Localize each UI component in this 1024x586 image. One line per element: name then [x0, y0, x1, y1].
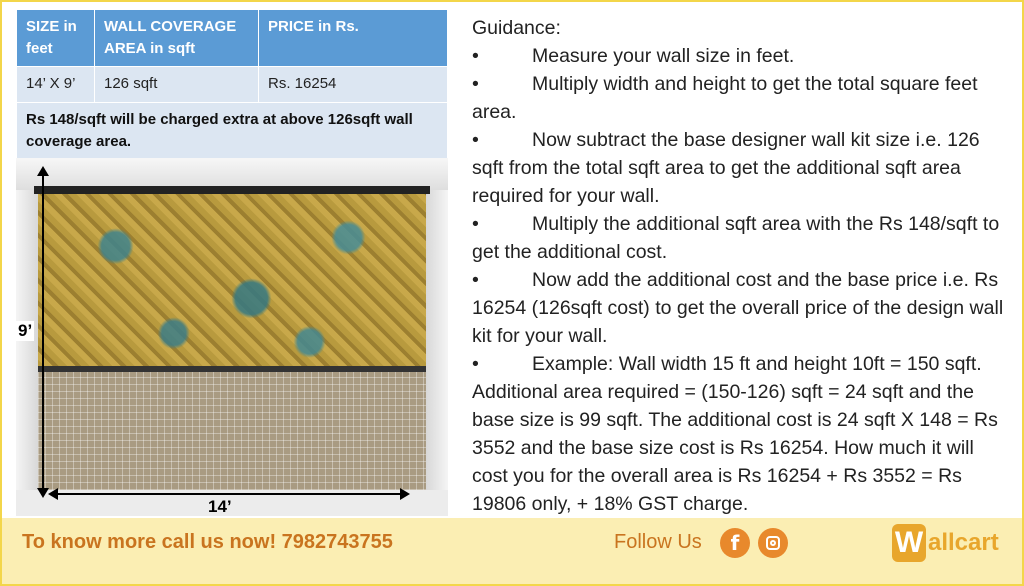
header-price: PRICE in Rs. — [259, 10, 448, 67]
cell-coverage: 126 sqft — [95, 67, 259, 103]
instagram-lens — [770, 540, 776, 546]
facebook-icon[interactable]: f — [720, 528, 750, 558]
designer-wallpaper — [38, 194, 426, 368]
bullet: • — [472, 213, 479, 235]
call-to-action[interactable]: To know more call us now! 7982743755 — [22, 531, 393, 553]
guidance-item-text: Measure your wall size in feet. — [532, 45, 795, 67]
cell-size: 14’ X 9’ — [17, 67, 95, 103]
guidance-item-text: Multiply the additional sqft area with the Rs 148/sqft to get the additional cost. — [472, 213, 1000, 263]
guidance-item — [472, 210, 1008, 266]
instagram-icon[interactable] — [758, 528, 788, 558]
guidance-section — [472, 14, 1008, 518]
guidance-item-text: Multiply width and height to get the total square feet area. — [472, 73, 978, 123]
logo-wordmark: allcart — [928, 529, 999, 556]
arrow-left-icon — [48, 488, 58, 500]
arrow-right-icon — [400, 488, 410, 500]
wall-illustration — [16, 158, 448, 516]
mosaic-tiles — [38, 372, 426, 490]
guidance-item — [472, 70, 1008, 126]
arrow-up-icon — [37, 166, 49, 176]
bullet: • — [472, 129, 479, 151]
follow-us-label: Follow Us — [614, 531, 702, 553]
table-row — [17, 67, 448, 103]
guidance-item-text: Example: Wall width 15 ft and height 10ft = 150 sqft. Additional area required = (150-126) sqft = 24 sqft and the base size is 99 sqft. The additional cost is 24 sqft X 148 = Rs 3552 and the base size cost is Rs 16254. How much it will cost you for the overall area is Rs 16254 + Rs 3552 = Rs 19806 only, + 18% GST charge. — [472, 353, 998, 515]
header-coverage: WALL COVERAGE AREA in sqft — [95, 10, 259, 67]
guidance-item — [472, 126, 1008, 210]
bullet: • — [472, 353, 479, 375]
table-note-row — [17, 103, 448, 160]
guidance-title: Guidance: — [472, 17, 561, 39]
bullet: • — [472, 45, 479, 67]
extra-charge-note: Rs 148/sqft will be charged extra at above 126sqft wall coverage area. — [17, 103, 448, 160]
bullet: • — [472, 269, 479, 291]
height-label: 9’ — [18, 321, 33, 340]
width-dimension-line — [52, 493, 404, 495]
header-size: SIZE in feet — [17, 10, 95, 67]
guidance-item — [472, 350, 1008, 518]
guidance-item — [472, 42, 1008, 70]
ceiling-beam — [34, 186, 430, 194]
guidance-item-text: Now subtract the base designer wall kit size i.e. 126 sqft from the total sqft area to get the additional sqft area required for your wall. — [472, 129, 980, 207]
logo-mark: W — [892, 524, 926, 562]
width-label: 14’ — [208, 497, 232, 516]
bullet: • — [472, 73, 479, 95]
guidance-item-text: Now add the additional cost and the base price i.e. Rs 16254 (126sqft cost) to get the overall price of the design wall kit for your wall. — [472, 269, 1004, 347]
height-dimension-line — [42, 170, 44, 492]
cell-price: Rs. 16254 — [259, 67, 448, 103]
side-wall-right — [426, 190, 448, 490]
price-table — [16, 9, 448, 160]
footer-bar — [2, 518, 1022, 584]
table-header-row — [17, 10, 448, 67]
guidance-item — [472, 266, 1008, 350]
